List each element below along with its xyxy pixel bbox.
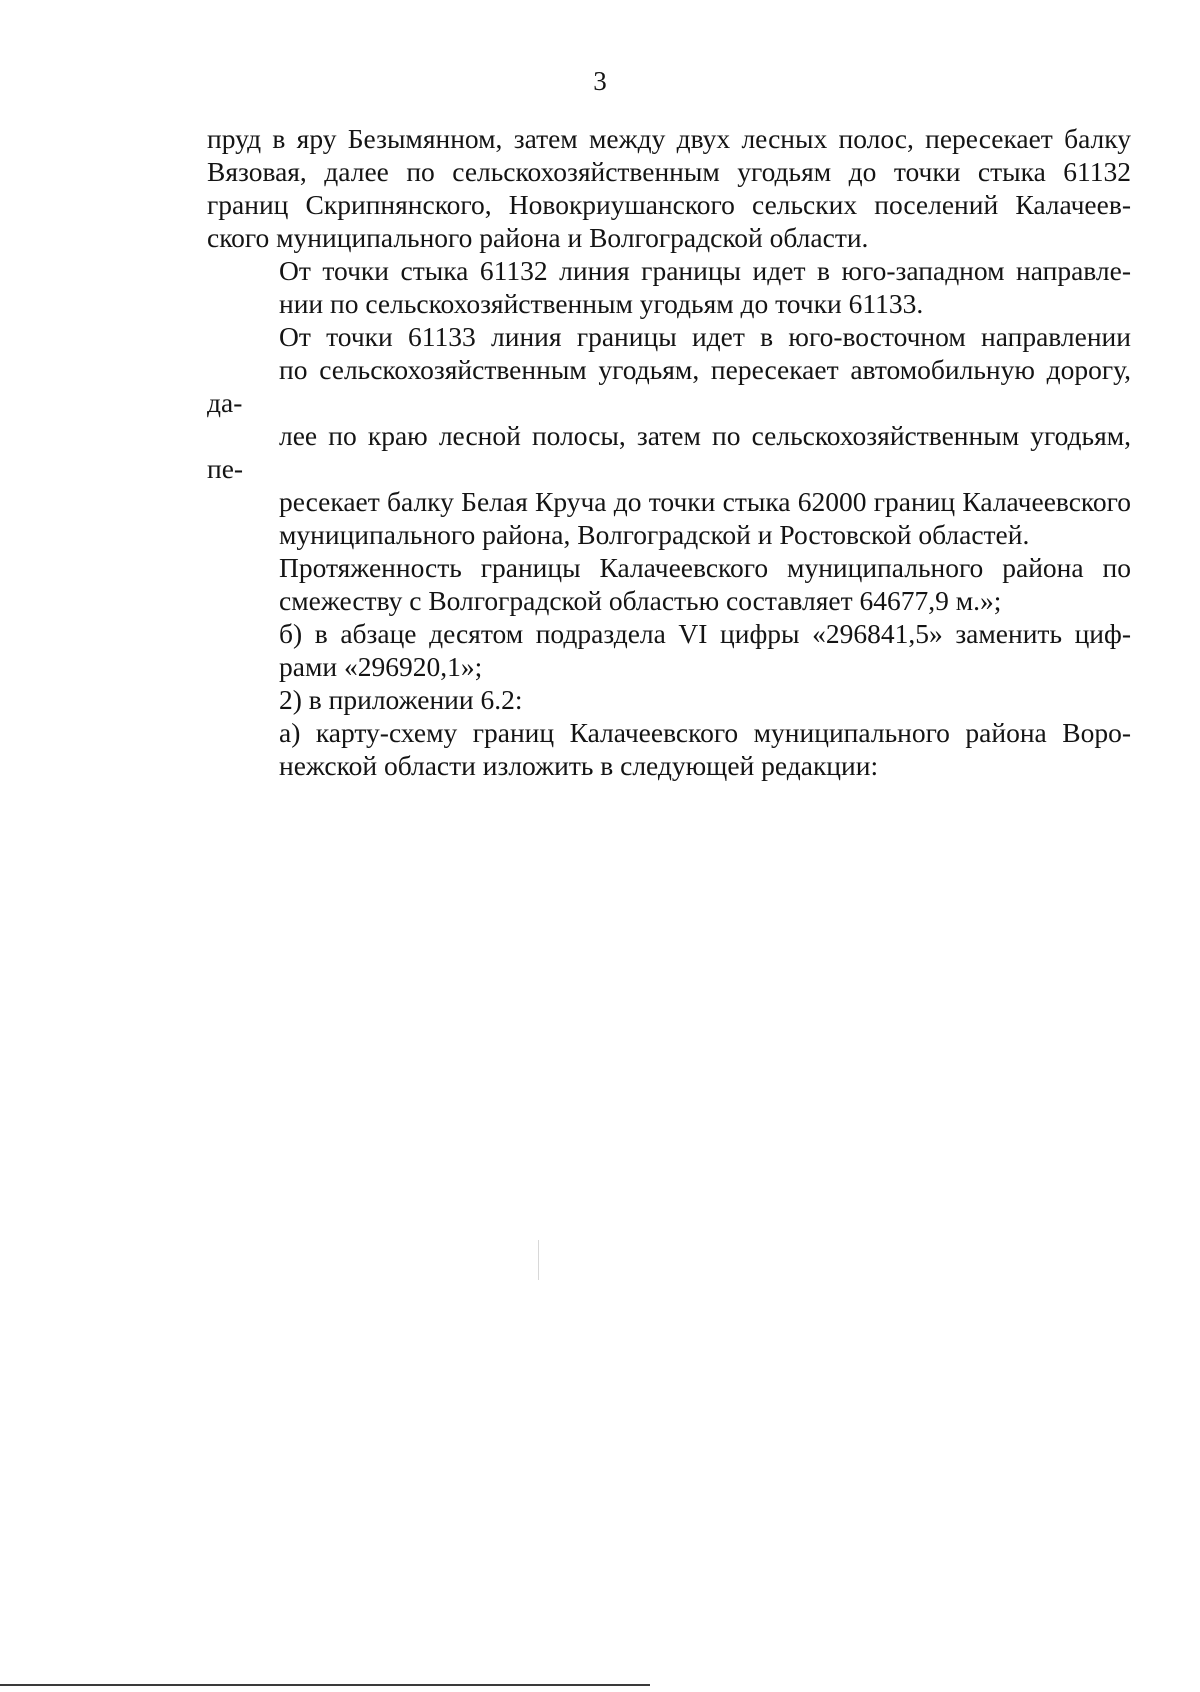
text-line: пруд в яру Безымянном, затем между двух лесных полос, пересекает балку — [207, 123, 1131, 154]
paragraph-amendment-a — [207, 716, 1131, 782]
text-line: ского муниципального района и Волгоградской области. — [207, 222, 869, 253]
text-line: нежской области изложить в следующей редакции: — [279, 750, 879, 781]
paragraph-appendix-item — [207, 683, 1131, 716]
text-line: лее по краю лесной полосы, затем по сельскохозяйственным угодьям, пе- — [207, 420, 1131, 484]
paragraph-amendment-b — [207, 617, 1131, 683]
text-line: ресекает балку Белая Круча до точки стыка 62000 границ Калачеевского — [279, 486, 1131, 517]
page-edge-line — [0, 1684, 650, 1686]
text-line: нии по сельскохозяйственным угодьям до точки 61133. — [279, 288, 924, 319]
text-line: рами «296920,1»; — [279, 651, 483, 682]
scan-artifact — [538, 1240, 539, 1280]
text-line: смежеству с Волгоградской областью составляет 64677,9 м.»; — [279, 585, 1002, 616]
text-line: От точки 61133 линия границы идет в юго-восточном направлении — [279, 321, 1131, 352]
document-body — [207, 122, 1131, 782]
text-line: муниципального района, Волгоградской и Ростовской областей. — [279, 519, 1030, 550]
text-line: по сельскохозяйственным угодьям, пересекает автомобильную дорогу, да- — [207, 354, 1131, 418]
page-number: 3 — [593, 66, 607, 96]
text-line: а) карту-схему границ Калачеевского муниципального района Воро- — [279, 717, 1131, 748]
text-line: границ Скрипнянского, Новокриушанского сельских поселений Калачеев- — [207, 189, 1131, 220]
text-line: 2) в приложении 6.2: — [279, 684, 523, 715]
text-line: б) в абзаце десятом подраздела VI цифры «296841,5» заменить циф- — [279, 618, 1131, 649]
text-line: От точки стыка 61132 линия границы идет в юго-западном направле- — [279, 255, 1131, 286]
paragraph-continuation — [207, 122, 1131, 254]
text-line: Вязовая, далее по сельскохозяйственным угодьям до точки стыка 61132 — [207, 156, 1131, 187]
paragraph-boundary-61132 — [207, 254, 1131, 320]
paragraph-boundary-61133 — [207, 320, 1131, 551]
paragraph-boundary-length — [207, 551, 1131, 617]
text-line: Протяженность границы Калачеевского муниципального района по — [279, 552, 1131, 583]
